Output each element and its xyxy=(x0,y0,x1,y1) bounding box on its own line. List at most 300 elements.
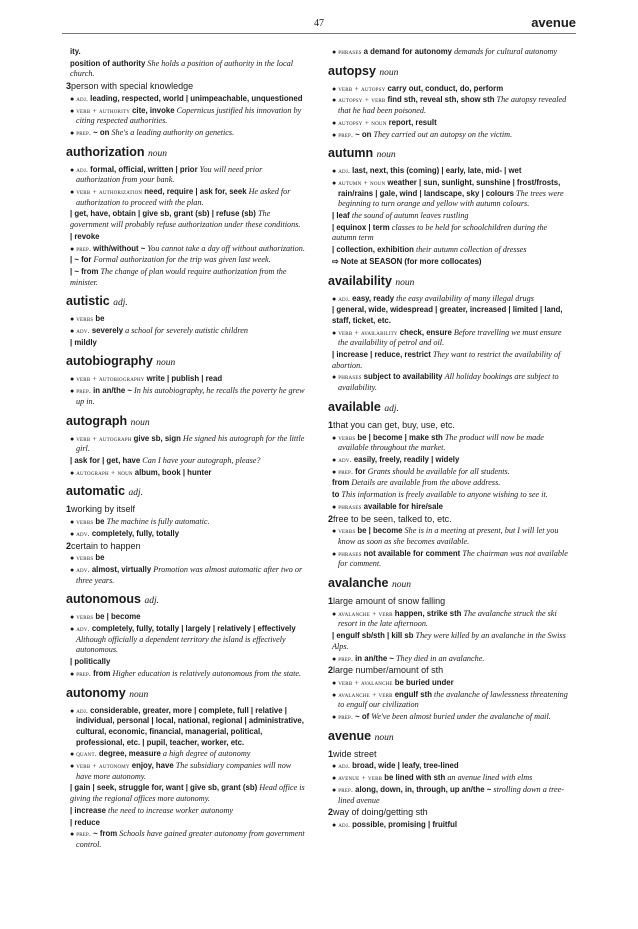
entry-headword-line xyxy=(66,145,306,162)
example-text: We've been almost buried under the avalanche of mail. xyxy=(371,712,551,722)
example-text: The change of plan would require authorization from the minister. xyxy=(70,266,287,287)
sense-number: 1 xyxy=(328,748,334,759)
entry-headword-line xyxy=(66,592,306,609)
collocation-line xyxy=(328,467,568,478)
collocation-line xyxy=(66,783,306,804)
example-text: the easy availability of many illegal drugs xyxy=(396,293,534,303)
collocates: not available for comment xyxy=(363,548,461,558)
sense-number: 2 xyxy=(328,807,334,818)
example-text: The product will now be made available throughout the market. xyxy=(338,432,544,453)
entry-headword-line xyxy=(328,576,568,593)
collocation-label: verbs xyxy=(76,553,94,563)
example-text: They want to restrict the availability of abortion. xyxy=(332,350,561,370)
collocation-line xyxy=(328,257,568,268)
collocates: be | become | make sth xyxy=(357,432,443,442)
sense-gloss: certain to happen xyxy=(71,540,141,551)
part-of-speech: noun xyxy=(156,358,176,369)
collocation-line xyxy=(66,94,306,105)
collocation-label: verb + authorization xyxy=(76,187,143,197)
collocates: find sth, reveal sth, show sth xyxy=(387,95,495,105)
bullet-icon: ● xyxy=(70,434,75,443)
collocation-label: adj. xyxy=(338,761,351,771)
collocates: position of authority xyxy=(70,58,146,68)
collocates: possible, promising | fruitful xyxy=(352,819,457,829)
collocates: easily, freely, readily | widely xyxy=(353,454,460,464)
collocation-line xyxy=(328,211,568,222)
collocation-label: phrases xyxy=(338,501,362,511)
bullet-icon: ● xyxy=(70,375,75,384)
collocates: | reduce xyxy=(70,817,100,827)
example-text: an avenue lined with elms xyxy=(447,773,533,783)
collocates: album, book | hunter xyxy=(134,467,212,477)
headword: avalanche xyxy=(328,576,389,591)
collocation-line xyxy=(66,209,306,230)
collocates: be | become xyxy=(357,526,403,536)
collocates: ⇨ Note at SEASON (for more collocates) xyxy=(332,256,482,266)
example-text: The machine is fully automatic. xyxy=(106,517,210,527)
part-of-speech: adj. xyxy=(144,596,159,607)
example-text: Promotion was almost automatic after two or three years. xyxy=(76,564,303,585)
headword: autistic xyxy=(66,294,110,309)
collocates: | leaf xyxy=(332,211,350,221)
collocation-line xyxy=(328,372,568,393)
headword: availability xyxy=(328,273,392,288)
collocates: write | publish | read xyxy=(146,374,223,384)
collocation-label: verbs xyxy=(76,517,94,527)
sense-heading xyxy=(66,81,306,93)
collocation-label: prep. xyxy=(76,668,92,678)
dictionary-entry xyxy=(328,274,568,394)
bullet-icon: ● xyxy=(70,94,75,103)
collocation-line xyxy=(66,255,306,266)
collocates: | politically xyxy=(70,657,111,667)
headword: automatic xyxy=(66,484,126,499)
dictionary-entry xyxy=(66,145,306,289)
collocation-line xyxy=(328,478,568,489)
collocation-line xyxy=(66,806,306,817)
collocates: cite, invoke xyxy=(132,105,175,115)
collocation-line xyxy=(328,118,568,129)
collocation-label: prep. xyxy=(338,466,354,476)
bullet-icon: ● xyxy=(332,328,337,337)
example-text: He signed his autograph for the little girl. xyxy=(76,433,305,454)
example-text: He asked for authorization to proceed with the plan. xyxy=(76,187,291,207)
dictionary-entry xyxy=(328,400,568,570)
bullet-icon: ● xyxy=(332,609,337,618)
collocates: ~ on xyxy=(93,127,110,137)
entry-headword-line xyxy=(328,146,568,163)
collocation-label: autumn + noun xyxy=(338,177,386,187)
collocates: broad, wide | leafy, tree-lined xyxy=(352,761,459,771)
sense-number: 1 xyxy=(328,596,334,607)
dictionary-entry xyxy=(66,686,306,851)
collocation-label: prep. xyxy=(76,127,92,137)
collocation-label: prep. xyxy=(338,653,354,663)
entry-headword-line xyxy=(328,64,568,81)
part-of-speech: adj. xyxy=(113,298,128,309)
collocates: | general, wide, widespread | greater, increased | limited | land, staff, ticket, etc. xyxy=(332,305,563,325)
collocates: almost, virtually xyxy=(91,564,152,574)
collocation-label: autopsy + verb xyxy=(338,95,386,105)
collocates: completely, fully, totally xyxy=(91,528,180,538)
collocation-label: verb + autobiography xyxy=(76,374,145,384)
collocation-line xyxy=(66,706,306,749)
dictionary-entry xyxy=(66,414,306,479)
collocation-line xyxy=(328,178,568,210)
example-text: Higher education is relatively autonomous from the state. xyxy=(112,668,302,678)
example-text: The trees were beginning to turn orange and yellow with autumn colours. xyxy=(338,188,564,209)
collocation-line xyxy=(66,187,306,208)
collocation-line xyxy=(328,47,568,58)
collocation-line xyxy=(66,565,306,586)
collocation-label: verb + autopsy xyxy=(338,83,386,93)
dictionary-entry xyxy=(328,729,568,831)
collocation-line xyxy=(66,553,306,564)
collocation-line xyxy=(328,166,568,177)
collocation-label: phrases xyxy=(338,372,362,382)
collocation-line xyxy=(328,84,568,95)
collocates: be xyxy=(95,553,105,563)
collocation-line xyxy=(66,326,306,337)
collocates: available for hire/sale xyxy=(363,501,443,511)
sense-gloss: wide street xyxy=(333,748,377,759)
part-of-speech: noun xyxy=(147,148,167,159)
collocation-label: autopsy + noun xyxy=(338,117,387,127)
collocation-label: prep. xyxy=(76,829,92,839)
example-text: She holds a position of authority in the local church. xyxy=(70,58,293,79)
collocates: give sb, sign xyxy=(133,433,181,443)
bullet-icon: ● xyxy=(70,613,75,622)
collocates: | ~ for xyxy=(70,255,92,265)
collocates: ~ of xyxy=(355,712,370,722)
collocation-line xyxy=(328,820,568,831)
collocation-line xyxy=(66,374,306,385)
dictionary-entry xyxy=(328,64,568,141)
bullet-icon: ● xyxy=(332,820,337,829)
bullet-icon: ● xyxy=(70,625,75,634)
bullet-icon: ● xyxy=(332,467,337,476)
example-text: In his autobiography, he recalls the poverty he grew up in. xyxy=(76,386,305,406)
example-text: This information is freely available to anyone wishing to see it. xyxy=(341,490,548,500)
sense-number: 3 xyxy=(66,81,72,92)
collocation-label: adj. xyxy=(338,293,351,303)
collocates: be | become xyxy=(95,612,141,622)
collocates: completely, fully, totally | largely | relatively | effectively xyxy=(91,624,296,634)
collocation-line xyxy=(328,502,568,513)
collocation-label: verb + autograph xyxy=(76,433,132,443)
collocation-line xyxy=(328,130,568,141)
example-text: All holiday bookings are subject to availability. xyxy=(338,372,559,393)
collocates: ~ on xyxy=(355,129,372,139)
collocation-line xyxy=(328,294,568,305)
collocates: formal, official, written | prior xyxy=(90,164,198,174)
headword: autonomous xyxy=(66,592,141,607)
headword: autonomy xyxy=(66,685,126,700)
part-of-speech: noun xyxy=(129,689,149,700)
collocation-label: verbs xyxy=(76,314,94,324)
example-text: strolling down a tree-lined avenue xyxy=(338,784,564,805)
example-text: The autopsy revealed that he had been poisoned. xyxy=(338,95,567,116)
collocation-line xyxy=(328,549,568,570)
collocation-line xyxy=(66,829,306,850)
bullet-icon: ● xyxy=(332,713,337,722)
collocation-line xyxy=(66,59,306,80)
collocation-label: adv. xyxy=(76,624,90,634)
collocates: be buried under xyxy=(394,677,454,687)
collocates: | increase xyxy=(70,805,106,815)
left-column xyxy=(66,46,306,857)
collocation-label: phrases xyxy=(338,548,362,558)
entry-headword-line xyxy=(66,414,306,431)
bullet-icon: ● xyxy=(332,433,337,442)
collocation-label: verbs xyxy=(338,526,356,536)
collocates: for xyxy=(355,466,366,476)
sense-number: 2 xyxy=(66,540,72,551)
sense-heading xyxy=(328,807,568,819)
example-text: The government will probably refuse authorization under these conditions. xyxy=(70,209,301,230)
example-text: demands for cultural autonomy xyxy=(454,47,558,56)
dictionary-entry xyxy=(66,47,306,139)
sense-gloss: large number/amount of sth xyxy=(333,665,444,676)
dictionary-entry xyxy=(66,294,306,348)
sense-heading xyxy=(328,514,568,526)
collocates: be xyxy=(95,314,105,324)
entry-headword-line xyxy=(66,354,306,371)
collocates: | revoke xyxy=(70,231,100,241)
collocates: | increase | reduce, restrict xyxy=(332,350,431,360)
collocates: need, require | ask for, seek xyxy=(144,187,247,197)
sense-gloss: free to be seen, talked to, etc. xyxy=(333,513,452,524)
collocation-line xyxy=(66,267,306,288)
sense-number: 1 xyxy=(328,419,334,430)
collocation-line xyxy=(66,612,306,623)
headword: available xyxy=(328,399,381,414)
collocation-line xyxy=(66,624,306,656)
bullet-icon: ● xyxy=(332,130,337,139)
collocates: from xyxy=(93,668,111,678)
dictionary-entry xyxy=(328,47,568,58)
collocation-label: adv. xyxy=(76,326,90,336)
page-header xyxy=(62,15,576,31)
sense-heading xyxy=(66,541,306,553)
collocation-line xyxy=(66,165,306,186)
collocation-line xyxy=(328,490,568,501)
part-of-speech: adj. xyxy=(128,488,144,499)
dictionary-entry xyxy=(66,354,306,407)
entry-headword-line xyxy=(66,294,306,311)
dictionary-entry xyxy=(328,576,568,723)
example-text: They were killed by an avalanche in the Swiss Alps. xyxy=(332,631,566,651)
example-text: Grants should be available for all students. xyxy=(367,466,510,476)
example-text: The chairman was not available for comment. xyxy=(338,548,568,569)
entry-headword-line xyxy=(328,729,568,746)
bullet-icon: ● xyxy=(70,565,75,574)
entry-headword-line xyxy=(66,484,306,501)
sense-number: 1 xyxy=(66,504,72,515)
collocation-line xyxy=(66,456,306,467)
collocation-line xyxy=(328,690,568,711)
bullet-icon: ● xyxy=(70,327,75,336)
bullet-icon: ● xyxy=(332,502,337,511)
headword: autopsy xyxy=(328,63,376,78)
bullet-icon: ● xyxy=(332,774,337,783)
collocates: carry out, conduct, do, perform xyxy=(387,83,504,93)
collocates: | equinox | term xyxy=(332,222,390,232)
collocation-line xyxy=(328,526,568,547)
bullet-icon: ● xyxy=(332,294,337,303)
collocates: leading, respected, world | unimpeachable, unquestioned xyxy=(90,93,303,103)
example-text: Formal authorization for the trip was given last week. xyxy=(93,255,271,265)
example-text: Although officially a dependent territory the island is effectively autonomous. xyxy=(76,634,286,655)
example-text: The avalanche struck the ski resort in the late afternoon. xyxy=(338,608,557,629)
collocation-line xyxy=(66,434,306,455)
example-text: You cannot take a day off without authorization. xyxy=(147,243,305,253)
bullet-icon: ● xyxy=(70,188,75,197)
collocates: happen, strike sth xyxy=(394,608,462,618)
bullet-icon: ● xyxy=(70,128,75,137)
right-column xyxy=(328,46,568,837)
example-text: The subsidiary companies will now have more autonomy. xyxy=(76,761,292,781)
collocation-label: prep. xyxy=(76,386,92,396)
headword: autobiography xyxy=(66,354,153,369)
collocation-label: adj. xyxy=(76,705,89,715)
collocation-label: adv. xyxy=(76,528,90,538)
example-text: their autumn collection of dresses xyxy=(415,245,527,255)
bullet-icon: ● xyxy=(332,96,337,105)
collocates: be xyxy=(95,517,105,527)
collocation-line xyxy=(66,128,306,139)
collocation-label: autograph + noun xyxy=(76,467,133,477)
bullet-icon: ● xyxy=(332,527,337,536)
bullet-icon: ● xyxy=(70,554,75,563)
collocation-label: avenue + verb xyxy=(338,773,383,783)
collocation-line xyxy=(328,712,568,723)
bullet-icon: ● xyxy=(70,244,75,253)
part-of-speech: noun xyxy=(376,150,396,161)
collocates: report, result xyxy=(388,117,437,127)
collocation-line xyxy=(328,433,568,454)
collocation-line xyxy=(66,244,306,255)
collocates: a demand for autonomy xyxy=(363,47,453,56)
headword: autumn xyxy=(328,146,374,161)
sense-heading xyxy=(66,504,306,516)
headword: avenue xyxy=(328,728,372,743)
example-text: Copernicus justified his innovation by citing respected authorities. xyxy=(76,105,302,126)
collocation-line xyxy=(66,314,306,325)
collocation-line xyxy=(328,328,568,349)
dictionary-entry xyxy=(328,146,568,267)
sense-gloss: that you can get, buy, use, etc. xyxy=(333,419,455,430)
sense-heading xyxy=(328,665,568,677)
collocates: | mildly xyxy=(70,337,97,347)
bullet-icon: ● xyxy=(70,387,75,396)
part-of-speech: noun xyxy=(130,417,150,428)
example-text: the sound of autumn leaves rustling xyxy=(351,211,469,221)
collocates: ~ from xyxy=(93,829,118,839)
collocates: from xyxy=(332,478,350,488)
sense-gloss: person with special knowledge xyxy=(71,81,194,92)
collocation-label: adj. xyxy=(338,166,351,176)
headword: autograph xyxy=(66,413,128,428)
collocation-line xyxy=(66,669,306,680)
bullet-icon: ● xyxy=(332,373,337,382)
example-text: the need to increase worker autonomy xyxy=(108,805,234,815)
example-text: They carried out an autopsy on the victim. xyxy=(373,129,513,139)
collocation-line xyxy=(66,657,306,668)
part-of-speech: noun xyxy=(379,67,399,78)
example-text: classes to be held for schoolchildren during the autumn term xyxy=(332,222,548,243)
collocates: | engulf sb/sth | kill sb xyxy=(332,631,414,641)
collocates: considerable, greater, more | complete, full | relative | individual, personal | local, national, regional | administrative, cultural, economic, financial, managerial, political, professional, etc. | pupil, teacher, worker, etc. xyxy=(76,705,304,747)
collocation-line xyxy=(328,350,568,371)
part-of-speech: noun xyxy=(374,732,394,743)
collocation-label: prep. xyxy=(76,243,92,253)
bullet-icon: ● xyxy=(332,84,337,93)
dictionary-entry xyxy=(66,592,306,679)
collocation-label: phrases xyxy=(338,47,362,56)
bullet-icon: ● xyxy=(332,654,337,663)
collocation-label: adj. xyxy=(76,164,89,174)
bullet-icon: ● xyxy=(70,706,75,715)
collocation-line xyxy=(66,749,306,760)
part-of-speech: noun xyxy=(391,580,411,591)
collocation-line xyxy=(328,761,568,772)
bullet-icon: ● xyxy=(70,529,75,538)
entry-headword-line xyxy=(328,400,568,417)
collocation-line xyxy=(328,95,568,116)
collocates: subject to availability xyxy=(363,372,443,382)
collocates: | get, have, obtain | give sb, grant (sb) | refuse (sb) xyxy=(70,209,256,219)
collocation-line xyxy=(328,678,568,689)
collocation-label: verb + autonomy xyxy=(76,761,130,771)
bullet-icon: ● xyxy=(332,48,337,56)
collocation-line xyxy=(328,609,568,630)
collocation-label: verb + avalanche xyxy=(338,677,393,687)
collocation-label: verb + authority xyxy=(76,105,131,115)
bullet-icon: ● xyxy=(70,315,75,324)
example-text: She's a leading authority on genetics. xyxy=(111,127,235,137)
collocates: check, ensure xyxy=(399,327,452,337)
part-of-speech: adj. xyxy=(384,403,399,414)
collocation-line xyxy=(328,773,568,784)
collocation-line xyxy=(66,338,306,349)
bullet-icon: ● xyxy=(332,118,337,127)
collocation-label: adj. xyxy=(76,93,89,103)
collocates: last, next, this (coming) | early, late, mid- | wet xyxy=(352,166,522,176)
collocation-line xyxy=(328,245,568,256)
collocates: along, down, in, through, up an/the ~ xyxy=(355,784,492,794)
sense-heading xyxy=(328,420,568,432)
collocation-line xyxy=(328,305,568,326)
example-text: Head office is giving the regional offices more autonomy. xyxy=(70,783,305,804)
collocates: severely xyxy=(91,326,124,336)
headword: authorization xyxy=(66,144,145,159)
collocates: | ask for | get, have xyxy=(70,455,141,465)
collocation-label: avalanche + verb xyxy=(338,689,393,699)
collocation-label: avalanche + verb xyxy=(338,608,393,618)
collocates: degree, measure xyxy=(98,749,161,759)
collocates: ity. xyxy=(70,47,81,56)
collocates: | ~ from xyxy=(70,266,99,276)
collocation-line xyxy=(66,386,306,407)
collocation-line xyxy=(66,232,306,243)
collocation-line xyxy=(66,468,306,479)
bullet-icon: ● xyxy=(332,762,337,771)
collocation-label: adv. xyxy=(76,564,90,574)
collocation-line xyxy=(66,761,306,782)
bullet-icon: ● xyxy=(332,178,337,187)
entry-headword-line xyxy=(328,274,568,291)
